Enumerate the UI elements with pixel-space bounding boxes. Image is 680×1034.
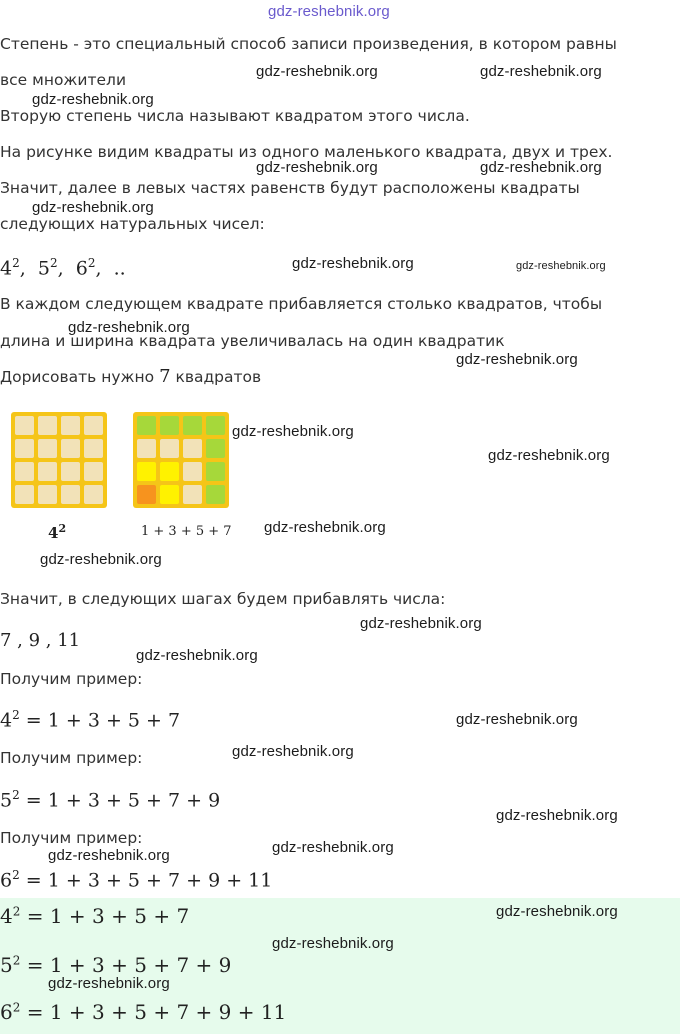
answer-equation-5-squared: $5^2 = 1 + 3 + 5 + 7 + 9$ [0,953,232,977]
paragraph-1b: все множители [0,71,127,89]
grid-cell-plain [61,416,80,435]
watermark[interactable]: gdz-reshebnik.org [136,647,258,664]
paragraph-2: Вторую степень числа называют квадратом этого числа. [0,107,470,125]
watermark[interactable]: gdz-reshebnik.org [360,615,482,632]
grid-cell-plain [183,485,202,504]
grid-cell-plain [15,485,34,504]
grid-cell-green [206,439,225,458]
watermark[interactable]: gdz-reshebnik.org [256,159,378,176]
paragraph-3: На рисунке видим квадраты из одного маленького квадрата, двух и трех. [0,143,613,161]
grid-cell-yellow [160,485,179,504]
watermark[interactable]: gdz-reshebnik.org [256,63,378,80]
grid-cell-plain [84,485,103,504]
grid-cell-plain [84,416,103,435]
watermark[interactable]: gdz-reshebnik.org [68,319,190,336]
grid-cell-plain [84,462,103,481]
watermark[interactable]: gdz-reshebnik.org [488,447,610,464]
equation-6-squared: $6^2 = 1 + 3 + 5 + 7 + 9 + 11$ [0,868,273,892]
watermark[interactable]: gdz-reshebnik.org [480,63,602,80]
grid-cell-plain [61,462,80,481]
square-grid-odd-sum [133,412,229,508]
grid-cell-plain [38,485,57,504]
watermark[interactable]: gdz-reshebnik.org [496,903,618,920]
grid-cell-plain [61,439,80,458]
watermark[interactable]: gdz-reshebnik.org [232,423,354,440]
paragraph-4a: Значит, далее в левых частях равенств будут расположены квадраты [0,179,580,197]
answer-equation-6-squared: $6^2 = 1 + 3 + 5 + 7 + 9 + 11$ [0,1000,287,1024]
example-label-2: Получим пример: [0,749,143,767]
grid-cell-plain [15,416,34,435]
caption-odd-sum: 1 + 3 + 5 + 7 [141,524,232,539]
grid-cell-plain [160,439,179,458]
watermark[interactable]: gdz-reshebnik.org [516,260,606,272]
watermark[interactable]: gdz-reshebnik.org [48,975,170,992]
example-label-3: Получим пример: [0,829,143,847]
watermark[interactable]: gdz-reshebnik.org [456,711,578,728]
watermark[interactable]: gdz-reshebnik.org [32,91,154,108]
paragraph-5a: В каждом следующем квадрате прибавляется столько квадратов, чтобы [0,295,603,313]
watermark[interactable]: gdz-reshebnik.org [480,159,602,176]
grid-cell-plain [38,462,57,481]
watermark-top[interactable]: gdz-reshebnik.org [268,3,390,20]
powers-sequence: $4^2$, $5^2$, $6^2$, .. [0,256,126,280]
grid-cell-plain [15,439,34,458]
watermark[interactable]: gdz-reshebnik.org [40,551,162,568]
watermark[interactable]: gdz-reshebnik.org [456,351,578,368]
watermark[interactable]: gdz-reshebnik.org [48,847,170,864]
grid-cell-green [183,416,202,435]
grid-cell-green [206,416,225,435]
grid-cell-green [160,416,179,435]
square-grid-4x4 [11,412,107,508]
equation-4-squared: $4^2 = 1 + 3 + 5 + 7$ [0,708,181,732]
paragraph-7: Значит, в следующих шагах будем прибавлять числа: [0,590,446,608]
caption-four-squared: $4^2$ [48,522,67,542]
grid-cell-plain [61,485,80,504]
grid-cell-green [206,485,225,504]
watermark[interactable]: gdz-reshebnik.org [496,807,618,824]
grid-cell-plain [84,439,103,458]
watermark[interactable]: gdz-reshebnik.org [264,519,386,536]
grid-cell-yellow [137,462,156,481]
numbers-list: 7 , 9 , 11 [0,630,81,651]
watermark[interactable]: gdz-reshebnik.org [292,255,414,272]
grid-cell-plain [38,439,57,458]
answer-equation-4-squared: $4^2 = 1 + 3 + 5 + 7$ [0,904,190,928]
grid-cell-plain [183,439,202,458]
grid-cell-green [206,462,225,481]
equation-5-squared: $5^2 = 1 + 3 + 5 + 7 + 9$ [0,788,221,812]
watermark[interactable]: gdz-reshebnik.org [272,839,394,856]
grid-cell-plain [38,416,57,435]
watermark[interactable]: gdz-reshebnik.org [272,935,394,952]
watermark[interactable]: gdz-reshebnik.org [232,743,354,760]
watermark[interactable]: gdz-reshebnik.org [32,199,154,216]
grid-cell-orange [137,485,156,504]
example-label-1: Получим пример: [0,670,143,688]
grid-cell-green [137,416,156,435]
grid-cell-plain [15,462,34,481]
grid-cell-plain [183,462,202,481]
grid-cell-yellow [160,462,179,481]
paragraph-1a: Степень - это специальный способ записи произведения, в котором равны [0,35,617,53]
paragraph-4b: следующих натуральных чисел: [0,215,265,233]
grid-cell-plain [137,439,156,458]
paragraph-5b: длина и ширина квадрата увеличивалась на один квадратик [0,332,505,350]
paragraph-6: Дорисовать нужно 7 квадратов [0,366,262,387]
